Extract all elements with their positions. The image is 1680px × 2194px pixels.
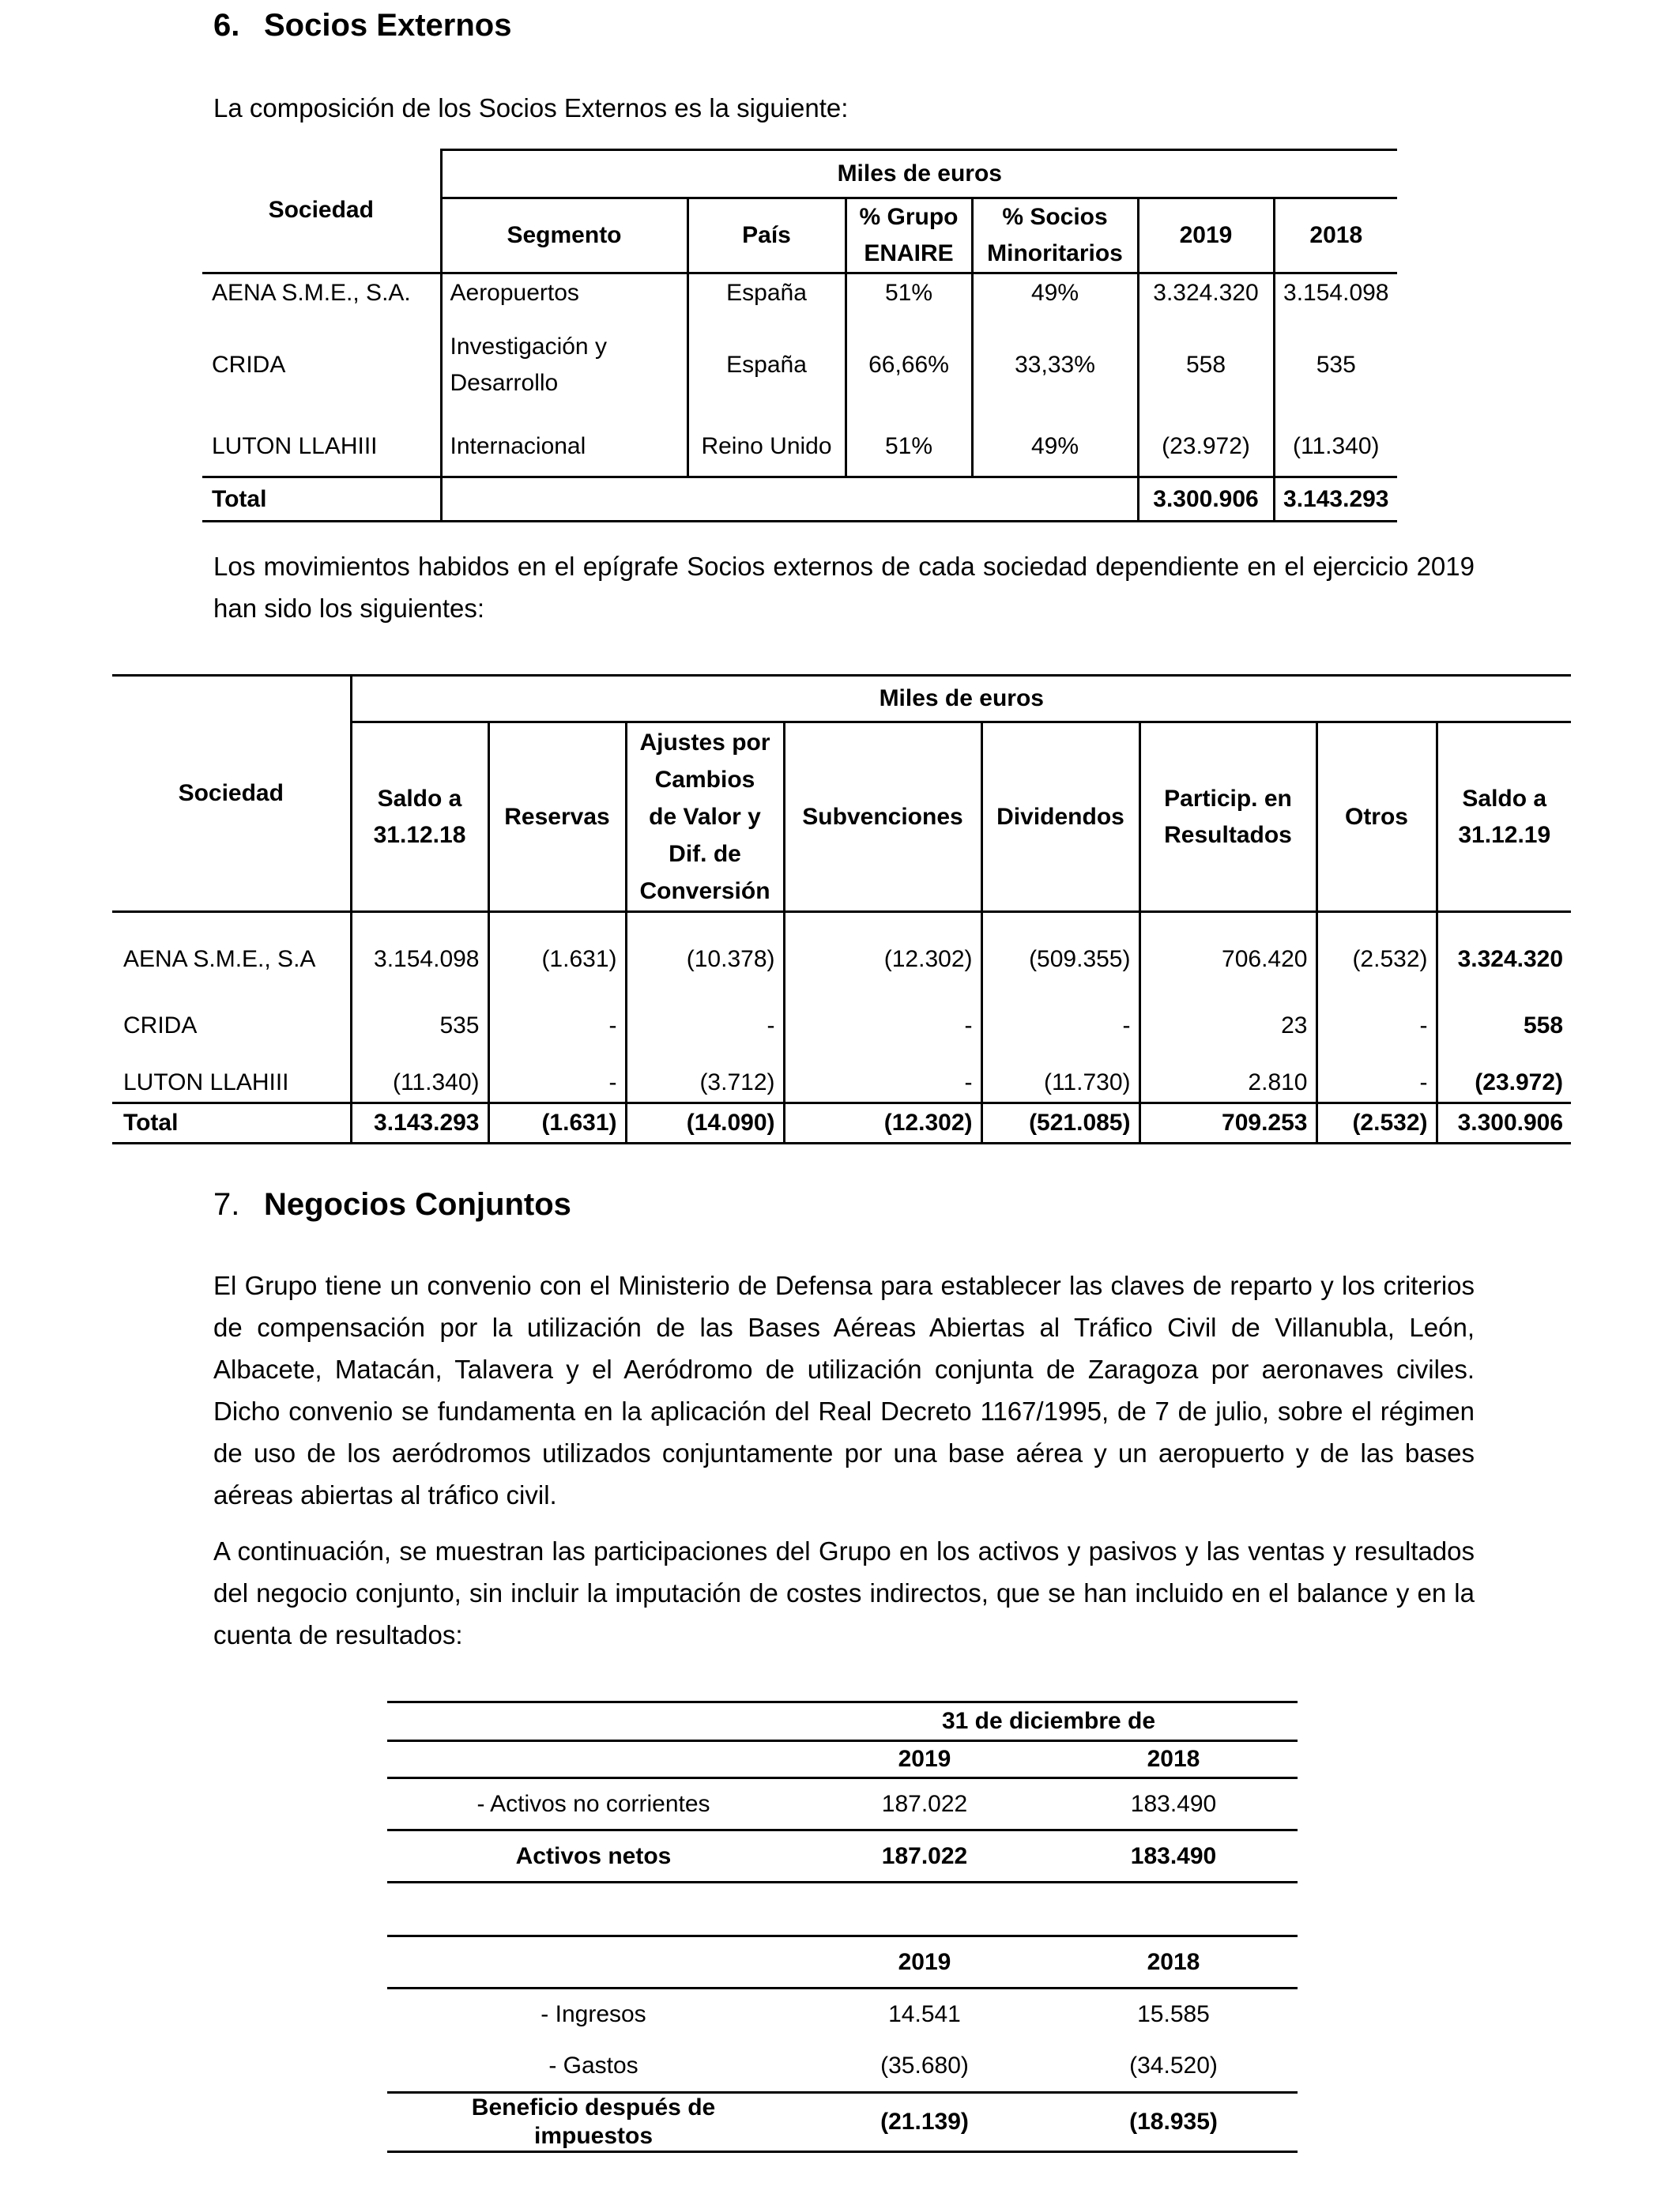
col-reservas: Reservas	[488, 722, 626, 912]
table-row: LUTON LLAHIII (11.340) - (3.712) - (11.730) 2.810 - (23.972)	[112, 1064, 1571, 1103]
total-row: Activos netos 187.022 183.490	[387, 1830, 1298, 1883]
negocio-conjunto-balance-table	[387, 1701, 1298, 1883]
section-6-intro: La composición de los Socios Externos es la siguiente:	[213, 93, 849, 123]
col-2018: 2018	[1049, 1936, 1298, 1989]
col-2018: 2018	[1274, 198, 1397, 273]
section-6-heading	[213, 8, 511, 43]
total-row: Beneficio después de impuestos (21.139) (18.935)	[387, 2093, 1298, 2152]
col-subvenciones: Subvenciones	[784, 722, 981, 912]
section-7-heading	[213, 1187, 571, 1223]
movimientos-table	[112, 674, 1571, 1144]
table-row: - Gastos (35.680) (34.520)	[548, 2052, 1218, 2079]
col-2018: 2018	[1049, 1741, 1298, 1778]
col-saldo-311218: Saldo a 31.12.18	[351, 722, 488, 912]
section-number: 7.	[213, 1187, 240, 1222]
col-segmento: Segmento	[441, 198, 687, 273]
col-2019: 2019	[1138, 198, 1274, 273]
header-miles-de-euros: Miles de euros	[351, 676, 1571, 722]
col-ajustes: Ajustes por Cambios de Valor y Dif. de Conversión	[626, 722, 784, 912]
col-dividendos: Dividendos	[981, 722, 1139, 912]
col-sociedad: Sociedad	[112, 676, 351, 912]
table-row: AENA S.M.E., S.A. Aeropuertos España 51% 49% 3.324.320 3.154.098	[202, 273, 1397, 313]
table-row: CRIDA 535 - - - - 23 - 558	[112, 988, 1571, 1064]
col-particip-resultados: Particip. en Resultados	[1139, 722, 1317, 912]
header-31-diciembre: 31 de diciembre de	[800, 1702, 1298, 1741]
col-saldo-311219: Saldo a 31.12.19	[1437, 722, 1571, 912]
col-2019: 2019	[800, 1936, 1049, 1989]
total-row: Total 3.300.906 3.143.293	[202, 477, 1397, 522]
table-row: - Ingresos 14.541 15.585	[541, 2001, 1210, 2028]
col-grupo-enaire: % Grupo ENAIRE	[846, 198, 972, 273]
section-number: 6.	[213, 8, 240, 43]
col-pais: País	[687, 198, 846, 273]
negocios-paragraph-1: El Grupo tiene un convenio con el Ministerio de Defensa para establecer las claves de reparto y los criterios de compensación por la utilización de las Bases Aéreas Abiertas al Tráfico Civil de Villanubla, León, Albacete, Matacán, Talavera y el Aeródromo de utilización conjunta de Zaragoza por aeronaves civiles. Dicho convenio se fundamenta en la aplicación del Real Decreto 1167/1995, de 7 de julio, sobre el régimen de uso de los aeródromos utilizados conjuntamente por una base aérea y un aeropuerto y de las bases aéreas abiertas al tráfico civil.	[213, 1271, 1475, 1510]
table-row: AENA S.M.E., S.A 3.154.098 (1.631) (10.378) (12.302) (509.355) 706.420 (2.532) 3.324.320	[112, 912, 1571, 988]
table-row: - Activos no corrientes 187.022 183.490	[477, 1790, 1217, 1817]
col-2019: 2019	[800, 1741, 1049, 1778]
table-row: LUTON LLAHIII Internacional Reino Unido 51% 49% (23.972) (11.340)	[202, 417, 1397, 477]
negocio-conjunto-results-table	[387, 1935, 1298, 2153]
total-row: Total 3.143.293 (1.631) (14.090) (12.302) (521.085) 709.253 (2.532) 3.300.906	[112, 1103, 1571, 1144]
movements-paragraph: Los movimientos habidos en el epígrafe Socios externos de cada sociedad dependiente en el ejercicio 2019 han sido los siguientes:	[213, 552, 1475, 623]
table-row: CRIDA Investigación y Desarrollo España 66,66% 33,33% 558 535	[202, 313, 1397, 417]
header-miles-de-euros: Miles de euros	[441, 150, 1397, 198]
col-otros: Otros	[1317, 722, 1437, 912]
socios-externos-table	[202, 149, 1397, 522]
col-socios-minoritarios: % Socios Minoritarios	[972, 198, 1138, 273]
section-title: Negocios Conjuntos	[264, 1187, 571, 1222]
col-sociedad: Sociedad	[202, 150, 441, 273]
section-title: Socios Externos	[264, 8, 512, 43]
negocios-paragraph-2: A continuación, se muestran las participaciones del Grupo en los activos y pasivos y las ventas y resultados del negocio conjunto, sin incluir la imputación de costes indirectos, que se han incluido en el balance y en la cuenta de resultados:	[213, 1536, 1475, 1649]
